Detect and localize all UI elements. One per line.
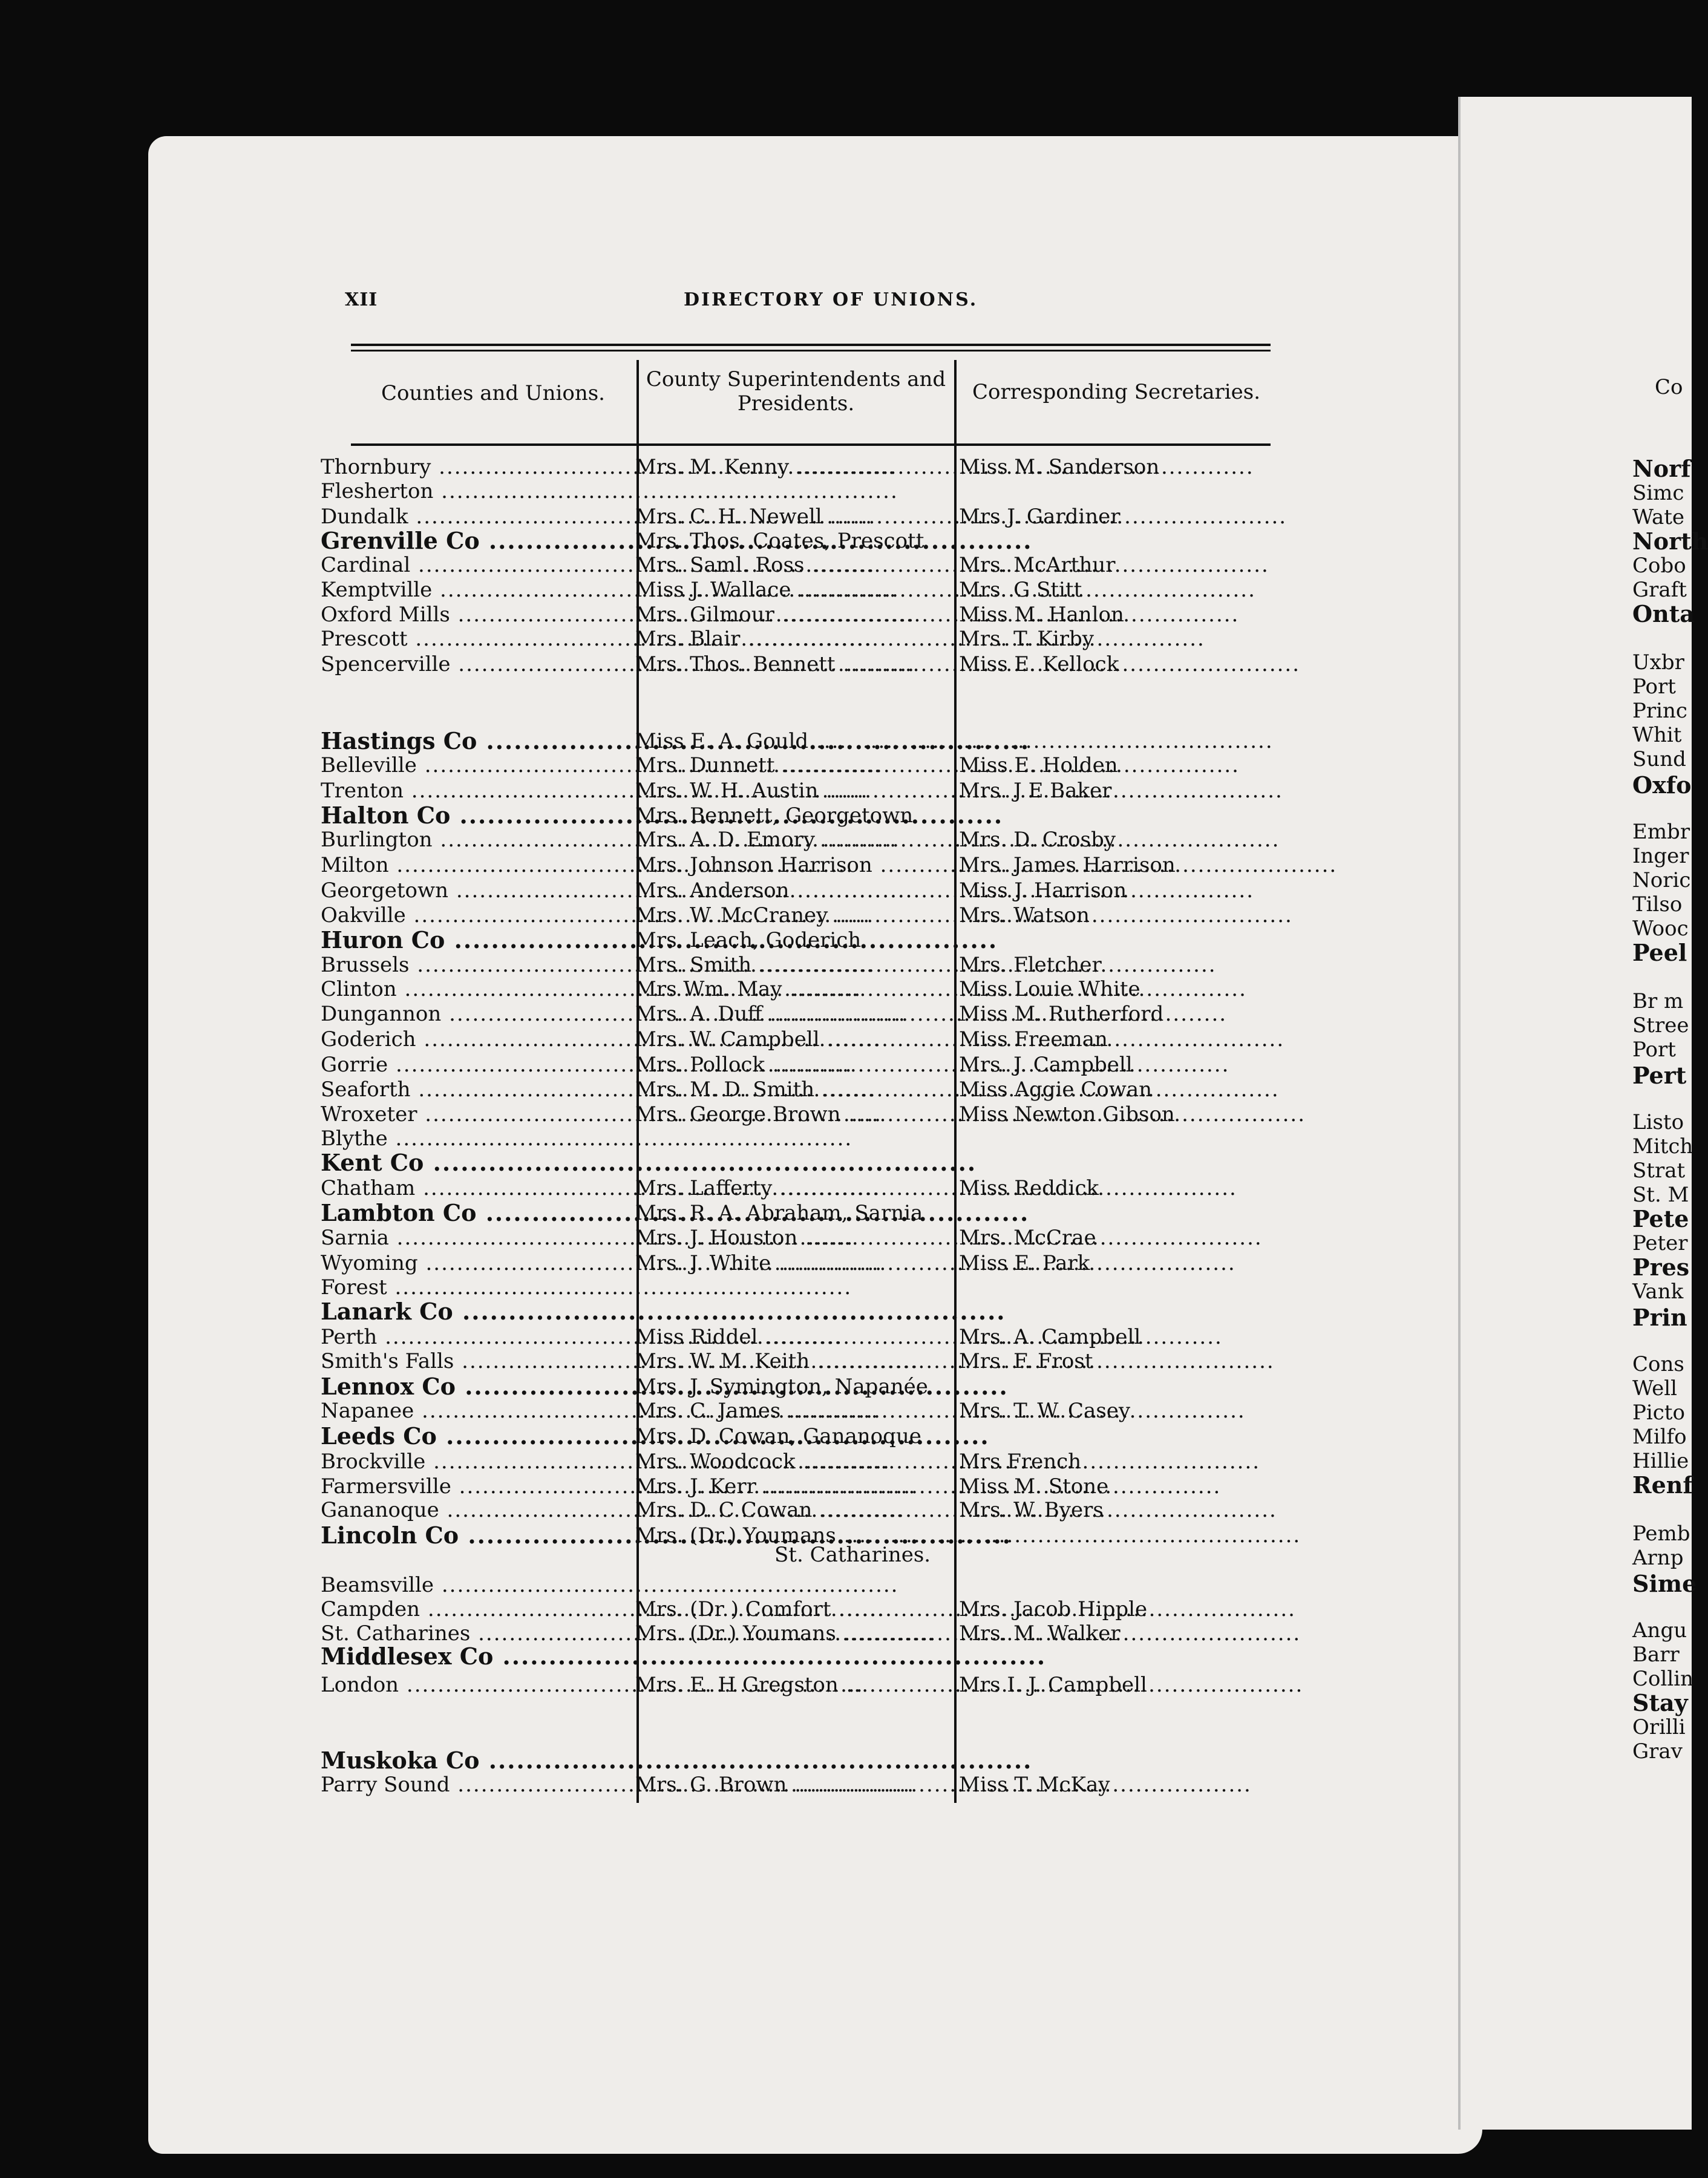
secretary-name: Miss Newton Gibson xyxy=(959,1102,1175,1127)
secretary-name: Mrs. M. Walker xyxy=(959,1621,1121,1646)
county-row xyxy=(321,1748,1301,1773)
president-name: Mrs. J. White ..... xyxy=(635,1251,953,1275)
union-name: Dungannon ..... xyxy=(321,1002,623,1026)
facing-page-line: Pert xyxy=(1632,1062,1687,1089)
union-name: Prescott ..... xyxy=(321,627,623,651)
secretary-name: Mrs. Jacob Hipple xyxy=(959,1597,1148,1621)
union-row xyxy=(321,1325,1301,1349)
union-row xyxy=(321,1349,1301,1373)
union-name: Napanee ..... xyxy=(321,1399,623,1423)
union-row xyxy=(321,828,1301,852)
facing-page-line: Cons xyxy=(1632,1352,1684,1376)
union-row xyxy=(321,1597,1301,1621)
secretary-name: Miss Freeman xyxy=(959,1027,1108,1051)
president-name: Mrs. W. McCraney ..... xyxy=(635,903,953,927)
facing-page-line: Angu xyxy=(1632,1618,1687,1643)
running-head: DIRECTORY OF UNIONS. xyxy=(684,289,978,310)
president-name: Mrs. Woodcock ..... xyxy=(635,1450,953,1474)
president-name: Mrs. G. Brown ..... xyxy=(635,1773,953,1797)
facing-page-line: Sime xyxy=(1632,1570,1697,1597)
president-name: Mrs. W. M. Keith ..... xyxy=(635,1349,953,1373)
union-row xyxy=(321,1102,1301,1127)
union-name: Flesherton ..... xyxy=(321,479,623,503)
union-row xyxy=(321,1226,1301,1250)
facing-page-line: Port xyxy=(1632,1038,1676,1062)
president-name: Mrs. Gilmour ..... xyxy=(635,603,953,627)
secretary-name: Mrs. F. Frost xyxy=(959,1349,1093,1373)
facing-page-line: Whit xyxy=(1632,723,1682,747)
union-row xyxy=(321,1573,1301,1597)
union-row xyxy=(321,455,1301,479)
facing-page-line: Collin xyxy=(1632,1667,1694,1691)
top-rule-double xyxy=(351,350,1271,352)
column-header-presidents-line2: Presidents. xyxy=(737,391,855,416)
county-row xyxy=(321,1300,1301,1324)
union-name: Smith's Falls ..... xyxy=(321,1349,623,1373)
president-name: Mrs. (Dr ) Comfort ..... xyxy=(635,1597,953,1621)
president-name: Mrs. D. C Cowan ..... xyxy=(635,1498,953,1522)
president-name: Mrs. Smith ..... xyxy=(635,953,953,977)
county-row xyxy=(321,1151,1301,1175)
secretary-name: Mrs. A. Campbell xyxy=(959,1325,1141,1349)
union-name: Spencerville ..... xyxy=(321,652,623,676)
secretary-name: Mrs. J E Baker xyxy=(959,779,1112,803)
facing-page-line: Arnp xyxy=(1632,1546,1684,1570)
facing-page-line: Graft xyxy=(1632,578,1687,602)
union-name: Belleville ..... xyxy=(321,753,623,777)
facing-page-line: Grav xyxy=(1632,1739,1683,1764)
union-name: Perth ..... xyxy=(321,1325,623,1349)
president-name: Mrs. George Brown ..... xyxy=(635,1102,953,1127)
union-row xyxy=(321,753,1301,777)
secretary-name: Mrs I. J. Campbell xyxy=(959,1673,1147,1697)
union-name: Wroxeter ..... xyxy=(321,1102,623,1127)
union-name: Lanark Co ..... xyxy=(321,1300,623,1324)
president-name: St. Catharines. xyxy=(774,1543,931,1567)
union-row xyxy=(321,652,1301,676)
president-name: Mrs. Bennett, Georgetown xyxy=(635,803,914,828)
secretary-name: Miss T. McKay xyxy=(959,1773,1110,1797)
union-name: Thornbury ..... xyxy=(321,455,623,479)
union-row xyxy=(321,1053,1301,1077)
union-name: Gorrie ..... xyxy=(321,1053,623,1077)
secretary-name: Miss M. Sanderson xyxy=(959,455,1160,479)
secretary-name: Mrs. Watson xyxy=(959,903,1090,927)
facing-page-line: Port xyxy=(1632,675,1676,699)
union-row xyxy=(321,779,1301,803)
secretary-name: Mrs J. Gardiner xyxy=(959,505,1121,529)
president-name: Mrs. R. A. Abraham, Sarnia xyxy=(635,1201,923,1225)
facing-page-line: Prin xyxy=(1632,1304,1687,1331)
president-name: Mrs. J. Kerr ..... xyxy=(635,1474,953,1499)
facing-page-line: Vank xyxy=(1632,1280,1684,1304)
president-name: Mrs. C. James ..... xyxy=(635,1399,953,1423)
union-row xyxy=(321,977,1301,1001)
union-name: Forest ..... xyxy=(321,1275,623,1300)
president-name: Miss J. Wallace ..... xyxy=(635,578,953,602)
union-row xyxy=(321,1002,1301,1026)
secretary-name: Miss E. Park xyxy=(959,1251,1090,1275)
secretary-name: Mrs. Fletcher xyxy=(959,953,1102,977)
facing-page-line: Barr xyxy=(1632,1643,1680,1667)
facing-page-line: Wate xyxy=(1632,505,1685,529)
president-name: Mrs. (Dr.) Youmans ..... xyxy=(635,1621,953,1646)
facing-page-header: Co xyxy=(1655,375,1683,399)
union-name: Milton ..... xyxy=(321,853,623,877)
union-row xyxy=(321,578,1301,602)
union-row xyxy=(321,853,1301,877)
union-row xyxy=(321,1498,1301,1522)
secretary-name: Miss Louie White xyxy=(959,977,1140,1001)
column-header-presidents-line1: County Superintendents and xyxy=(646,367,946,391)
facing-page-line: Oxfo xyxy=(1632,771,1692,799)
facing-page-line: Stay xyxy=(1632,1689,1688,1716)
union-name: Lambton Co ..... xyxy=(321,1201,623,1225)
union-name: Oxford Mills ..... xyxy=(321,603,623,627)
union-row xyxy=(321,1543,1301,1567)
secretary-name: Miss J. Harrison xyxy=(959,878,1127,903)
secretary-name: Mrs. T. Kirby xyxy=(959,627,1094,651)
union-name: London ..... xyxy=(321,1673,623,1697)
president-name: Mrs. Anderson ..... xyxy=(635,878,953,903)
facing-page-line: Sund xyxy=(1632,747,1686,771)
union-name: Sarnia ..... xyxy=(321,1226,623,1250)
facing-page-line: St. M xyxy=(1632,1183,1689,1207)
secretary-name: Miss E. Holden xyxy=(959,753,1118,777)
column-header-secretaries: Corresponding Secretaries. xyxy=(972,380,1261,404)
secretary-name: Mrs. W. Byers xyxy=(959,1498,1104,1522)
facing-page-line: Tilso xyxy=(1632,892,1683,917)
union-row xyxy=(321,553,1301,577)
facing-page-line: Norf xyxy=(1632,455,1691,482)
union-row xyxy=(321,1275,1301,1300)
union-row xyxy=(321,627,1301,651)
president-name: Mrs. D. Cowan, Gananoque xyxy=(635,1424,921,1448)
union-name: Gananoque ..... xyxy=(321,1498,623,1522)
facing-page-line: Noric xyxy=(1632,868,1691,892)
facing-page-line: Mitch xyxy=(1632,1134,1693,1159)
president-name: Mrs. M. D. Smith ..... xyxy=(635,1078,953,1102)
union-name: Middlesex Co ..... xyxy=(321,1644,623,1669)
union-row xyxy=(321,1773,1301,1797)
secretary-name: Mrs. T. W. Casey xyxy=(959,1399,1131,1423)
union-name: Beamsville ..... xyxy=(321,1573,623,1597)
president-name: Mrs. A. D. Emory ..... xyxy=(635,828,953,852)
facing-page-line: Embr xyxy=(1632,820,1690,844)
union-name: Grenville Co ..... xyxy=(321,529,623,553)
union-row xyxy=(321,1621,1301,1646)
header-bottom-rule xyxy=(351,443,1271,446)
facing-page-line: Princ xyxy=(1632,699,1687,723)
president-name: Miss E. A. Gould ..... xyxy=(635,729,953,753)
column-header-counties: Counties and Unions. xyxy=(381,381,605,405)
union-row xyxy=(321,1127,1301,1151)
president-name: Mrs. C. H. Newell ..... xyxy=(635,505,953,529)
union-row xyxy=(321,479,1301,503)
facing-page-line: Wooc xyxy=(1632,917,1689,941)
union-row xyxy=(321,1399,1301,1423)
union-name: Campden ..... xyxy=(321,1597,623,1621)
secretary-name: Miss M. Stone xyxy=(959,1474,1109,1499)
union-row xyxy=(321,903,1301,927)
union-row xyxy=(321,603,1301,627)
county-row xyxy=(321,729,1301,753)
top-rule xyxy=(351,344,1271,346)
facing-page-line: Hillie xyxy=(1632,1449,1689,1473)
union-name: Blythe ..... xyxy=(321,1127,623,1151)
facing-page-line: Peter xyxy=(1632,1231,1688,1255)
president-name: Mrs. M. Kenny ..... xyxy=(635,455,953,479)
union-row xyxy=(321,878,1301,903)
union-name: St. Catharines ..... xyxy=(321,1621,623,1646)
union-name: Wyoming ..... xyxy=(321,1251,623,1275)
union-name: Cardinal ..... xyxy=(321,553,623,577)
facing-page-line: Listo xyxy=(1632,1110,1684,1134)
president-name: Mrs. (Dr.) Youmans ..... xyxy=(635,1523,953,1548)
secretary-name: Miss E. Kellock xyxy=(959,652,1119,676)
union-name: Kent Co ..... xyxy=(321,1151,623,1175)
secretary-name: Mrs. D. Crosby xyxy=(959,828,1116,852)
facing-page-line: Pete xyxy=(1632,1205,1689,1232)
county-row xyxy=(321,1201,1301,1225)
union-row xyxy=(321,1078,1301,1102)
secretary-name: Miss Aggie Cowan xyxy=(959,1078,1153,1102)
union-name: Huron Co ..... xyxy=(321,928,623,952)
column-header-presidents xyxy=(640,367,952,416)
secretary-name: Mrs. McCrae xyxy=(959,1226,1096,1250)
president-name: Mrs. Lafferty ..... xyxy=(635,1176,953,1200)
union-name: Farmersville ..... xyxy=(321,1474,623,1499)
president-name: Mrs. Blair ..... xyxy=(635,627,953,651)
facing-page-line: Peel xyxy=(1632,939,1687,966)
facing-page-line: Orilli xyxy=(1632,1715,1686,1739)
secretary-name: Mrs. J. Campbell xyxy=(959,1053,1133,1077)
president-name: Mrs. J. Houston ..... xyxy=(635,1226,953,1250)
president-name: Mrs. E. H Gregston ..... xyxy=(635,1673,953,1697)
facing-page-line: Br m xyxy=(1632,989,1684,1013)
secretary-name: Miss M. Hanlon xyxy=(959,603,1124,627)
county-row xyxy=(321,803,1301,828)
facing-page-line: Milfo xyxy=(1632,1425,1687,1449)
union-name: Lincoln Co ..... xyxy=(321,1523,623,1548)
secretary-name: Mrs. James Harrison xyxy=(959,853,1176,877)
union-name: Trenton ..... xyxy=(321,779,623,803)
president-name: Mrs Wm. May ..... xyxy=(635,977,953,1001)
president-name: Miss Riddel ..... xyxy=(635,1325,953,1349)
facing-page-line: Strat xyxy=(1632,1159,1686,1183)
secretary-name: Miss Reddick xyxy=(959,1176,1099,1200)
facing-page-line: Simc xyxy=(1632,481,1684,505)
union-row xyxy=(321,1450,1301,1474)
facing-page-line: Picto xyxy=(1632,1401,1685,1425)
president-name: Mrs. W. H. Austin ..... xyxy=(635,779,953,803)
union-name: Hastings Co ..... xyxy=(321,729,623,753)
union-name: Oakville ..... xyxy=(321,903,623,927)
page-number: XII xyxy=(345,289,378,310)
county-row xyxy=(321,1644,1301,1669)
union-name: Dundalk ..... xyxy=(321,505,623,529)
president-name: Mrs. Thos. Bennett ..... xyxy=(635,652,953,676)
facing-page-line: Cobo xyxy=(1632,554,1686,578)
union-name: Brockville ..... xyxy=(321,1450,623,1474)
union-row xyxy=(321,1673,1301,1697)
secretary-name: Miss M. Rutherford xyxy=(959,1002,1164,1026)
union-name: Kemptville ..... xyxy=(321,578,623,602)
county-row xyxy=(321,1375,1301,1399)
union-name: Seaforth ..... xyxy=(321,1078,623,1102)
facing-page-line: Renf xyxy=(1632,1471,1693,1499)
president-name: Mrs. Johnson Harrison ..... xyxy=(635,853,953,877)
union-name: Lennox Co ..... xyxy=(321,1375,623,1399)
union-name: Muskoka Co ..... xyxy=(321,1748,623,1773)
president-name: Mrs. Dunnett ..... xyxy=(635,753,953,777)
union-row xyxy=(321,1474,1301,1499)
union-name: Leeds Co ..... xyxy=(321,1424,623,1448)
facing-page-line: Pres xyxy=(1632,1254,1690,1281)
union-name: Chatham ..... xyxy=(321,1176,623,1200)
president-name: Mrs. A. Duff ..... xyxy=(635,1002,953,1026)
facing-page-line: Well xyxy=(1632,1376,1678,1401)
facing-page-line: Uxbr xyxy=(1632,650,1684,675)
facing-page-line: North xyxy=(1632,528,1708,555)
county-row xyxy=(321,1424,1301,1448)
facing-page-line: Inger xyxy=(1632,844,1689,868)
secretary-name: Mrs French xyxy=(959,1450,1082,1474)
union-name: Halton Co ..... xyxy=(321,803,623,828)
county-row xyxy=(321,928,1301,952)
union-row xyxy=(321,505,1301,529)
secretary-name: Mrs. McArthur xyxy=(959,553,1116,577)
president-name: Mrs. Pollock ..... xyxy=(635,1053,953,1077)
union-name: Burlington ..... xyxy=(321,828,623,852)
facing-page-line: Onta xyxy=(1632,600,1695,627)
president-name: Mrs. Leach, Goderich xyxy=(635,928,862,952)
union-name: Brussels ..... xyxy=(321,953,623,977)
facing-page-line: Pemb xyxy=(1632,1522,1690,1546)
union-row xyxy=(321,953,1301,977)
union-name: Goderich ..... xyxy=(321,1027,623,1051)
president-name: Mrs. Thos. Coates, Prescott xyxy=(635,529,924,553)
facing-page-line: Stree xyxy=(1632,1013,1689,1038)
secretary-name: Mrs. G Stitt xyxy=(959,578,1082,602)
union-row xyxy=(321,1251,1301,1275)
president-name: Mrs. W. Campbell ..... xyxy=(635,1027,953,1051)
president-name: Mrs. Saml. Ross ..... xyxy=(635,553,953,577)
union-row xyxy=(321,1027,1301,1051)
union-name: Parry Sound ..... xyxy=(321,1773,623,1797)
union-name: Georgetown ..... xyxy=(321,878,623,903)
president-name: Mrs. J. Symington, Napanée xyxy=(635,1375,928,1399)
county-row xyxy=(321,529,1301,553)
union-name: Clinton ..... xyxy=(321,977,623,1001)
union-row xyxy=(321,1176,1301,1200)
